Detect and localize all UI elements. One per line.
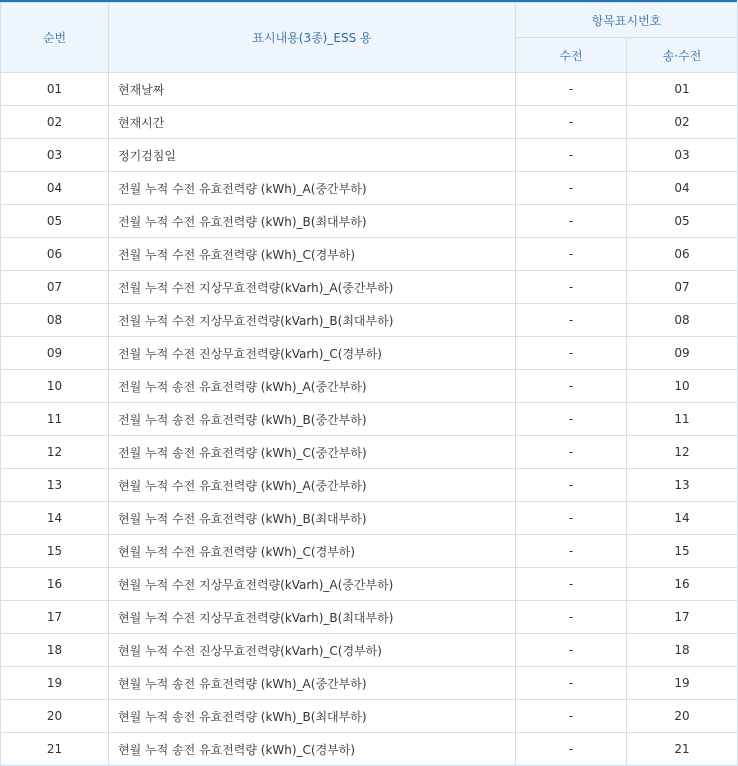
- row-receive-cell: -: [516, 535, 627, 568]
- display-items-table: [0, 2, 738, 766]
- table-row: [1, 205, 738, 238]
- row-no-cell: 16: [1, 568, 109, 601]
- row-content-cell: 전월 누적 수전 유효전력량 (kWh)_B(최대부하): [109, 205, 516, 238]
- table-row: [1, 601, 738, 634]
- row-no-cell: 11: [1, 403, 109, 436]
- header-item-number-group: 항목표시번호: [516, 3, 738, 38]
- row-content-cell: 현월 누적 송전 유효전력량 (kWh)_C(경부하): [109, 733, 516, 766]
- row-no-cell: 21: [1, 733, 109, 766]
- row-no-cell: 12: [1, 436, 109, 469]
- row-content-cell: 전월 누적 수전 지상무효전력량(kVarh)_B(최대부하): [109, 304, 516, 337]
- row-no-cell: 10: [1, 370, 109, 403]
- table-row: [1, 73, 738, 106]
- row-no-cell: 01: [1, 73, 109, 106]
- row-no-cell: 03: [1, 139, 109, 172]
- row-send-receive-cell: 09: [627, 337, 738, 370]
- table-row: [1, 502, 738, 535]
- table-row: [1, 304, 738, 337]
- row-send-receive-cell: 13: [627, 469, 738, 502]
- table-row: [1, 403, 738, 436]
- row-receive-cell: -: [516, 601, 627, 634]
- header-content: 표시내용(3종)_ESS 용: [109, 3, 516, 73]
- row-receive-cell: -: [516, 469, 627, 502]
- row-send-receive-cell: 08: [627, 304, 738, 337]
- table-row: [1, 634, 738, 667]
- row-no-cell: 14: [1, 502, 109, 535]
- row-content-cell: 현재날짜: [109, 73, 516, 106]
- row-no-cell: 04: [1, 172, 109, 205]
- row-send-receive-cell: 07: [627, 271, 738, 304]
- table-row: [1, 700, 738, 733]
- row-send-receive-cell: 10: [627, 370, 738, 403]
- row-send-receive-cell: 01: [627, 73, 738, 106]
- table-row: [1, 106, 738, 139]
- table-row: [1, 469, 738, 502]
- header-no: 순번: [1, 3, 109, 73]
- row-content-cell: 현월 누적 송전 유효전력량 (kWh)_A(중간부하): [109, 667, 516, 700]
- row-receive-cell: -: [516, 436, 627, 469]
- row-send-receive-cell: 19: [627, 667, 738, 700]
- row-no-cell: 17: [1, 601, 109, 634]
- row-send-receive-cell: 06: [627, 238, 738, 271]
- row-no-cell: 20: [1, 700, 109, 733]
- row-content-cell: 현월 누적 수전 지상무효전력량(kVarh)_B(최대부하): [109, 601, 516, 634]
- row-send-receive-cell: 03: [627, 139, 738, 172]
- row-send-receive-cell: 12: [627, 436, 738, 469]
- row-receive-cell: -: [516, 667, 627, 700]
- row-content-cell: 전월 누적 수전 진상무효전력량(kVarh)_C(경부하): [109, 337, 516, 370]
- row-send-receive-cell: 02: [627, 106, 738, 139]
- row-receive-cell: -: [516, 172, 627, 205]
- table-row: [1, 337, 738, 370]
- row-receive-cell: -: [516, 733, 627, 766]
- row-receive-cell: -: [516, 238, 627, 271]
- table-row: [1, 436, 738, 469]
- table-row: [1, 139, 738, 172]
- row-no-cell: 18: [1, 634, 109, 667]
- row-content-cell: 전월 누적 수전 유효전력량 (kWh)_A(중간부하): [109, 172, 516, 205]
- row-no-cell: 09: [1, 337, 109, 370]
- row-send-receive-cell: 18: [627, 634, 738, 667]
- row-send-receive-cell: 04: [627, 172, 738, 205]
- row-send-receive-cell: 16: [627, 568, 738, 601]
- table-row: [1, 238, 738, 271]
- row-content-cell: 현월 누적 수전 유효전력량 (kWh)_B(최대부하): [109, 502, 516, 535]
- row-send-receive-cell: 11: [627, 403, 738, 436]
- row-receive-cell: -: [516, 634, 627, 667]
- row-receive-cell: -: [516, 73, 627, 106]
- row-no-cell: 07: [1, 271, 109, 304]
- table-body: [1, 73, 738, 766]
- row-content-cell: 현월 누적 수전 진상무효전력량(kVarh)_C(경부하): [109, 634, 516, 667]
- row-receive-cell: -: [516, 370, 627, 403]
- row-send-receive-cell: 05: [627, 205, 738, 238]
- row-receive-cell: -: [516, 568, 627, 601]
- row-content-cell: 전월 누적 송전 유효전력량 (kWh)_B(중간부하): [109, 403, 516, 436]
- row-content-cell: 전월 누적 수전 유효전력량 (kWh)_C(경부하): [109, 238, 516, 271]
- row-receive-cell: -: [516, 403, 627, 436]
- row-receive-cell: -: [516, 139, 627, 172]
- row-no-cell: 15: [1, 535, 109, 568]
- table-header: [1, 3, 738, 73]
- row-receive-cell: -: [516, 502, 627, 535]
- row-content-cell: 현월 누적 수전 지상무효전력량(kVarh)_A(중간부하): [109, 568, 516, 601]
- row-receive-cell: -: [516, 700, 627, 733]
- row-receive-cell: -: [516, 205, 627, 238]
- row-send-receive-cell: 17: [627, 601, 738, 634]
- row-receive-cell: -: [516, 304, 627, 337]
- row-send-receive-cell: 14: [627, 502, 738, 535]
- row-no-cell: 02: [1, 106, 109, 139]
- table-row: [1, 667, 738, 700]
- row-receive-cell: -: [516, 271, 627, 304]
- header-receive: 수전: [516, 38, 627, 73]
- row-content-cell: 현월 누적 수전 유효전력량 (kWh)_A(중간부하): [109, 469, 516, 502]
- table-row: [1, 271, 738, 304]
- row-content-cell: 현월 누적 송전 유효전력량 (kWh)_B(최대부하): [109, 700, 516, 733]
- row-content-cell: 현재시간: [109, 106, 516, 139]
- row-content-cell: 전월 누적 송전 유효전력량 (kWh)_A(중간부하): [109, 370, 516, 403]
- row-send-receive-cell: 15: [627, 535, 738, 568]
- row-no-cell: 19: [1, 667, 109, 700]
- row-content-cell: 전월 누적 송전 유효전력량 (kWh)_C(중간부하): [109, 436, 516, 469]
- table-row: [1, 535, 738, 568]
- table-row: [1, 568, 738, 601]
- row-no-cell: 06: [1, 238, 109, 271]
- row-no-cell: 13: [1, 469, 109, 502]
- row-content-cell: 현월 누적 수전 유효전력량 (kWh)_C(경부하): [109, 535, 516, 568]
- row-send-receive-cell: 21: [627, 733, 738, 766]
- table-row: [1, 370, 738, 403]
- row-content-cell: 전월 누적 수전 지상무효전력량(kVarh)_A(중간부하): [109, 271, 516, 304]
- row-receive-cell: -: [516, 337, 627, 370]
- row-content-cell: 정기검침일: [109, 139, 516, 172]
- row-no-cell: 05: [1, 205, 109, 238]
- table-row: [1, 733, 738, 766]
- row-send-receive-cell: 20: [627, 700, 738, 733]
- header-send-receive: 송·수전: [627, 38, 738, 73]
- row-no-cell: 08: [1, 304, 109, 337]
- row-receive-cell: -: [516, 106, 627, 139]
- table-row: [1, 172, 738, 205]
